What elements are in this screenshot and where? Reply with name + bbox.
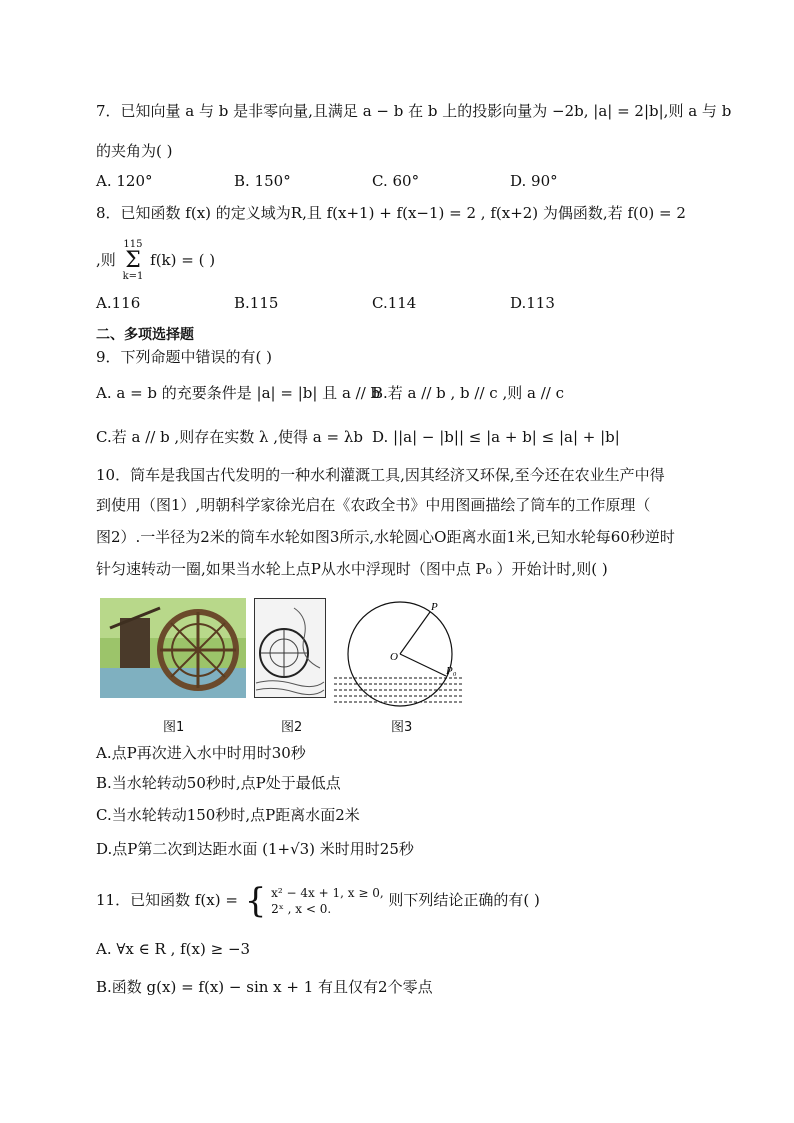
sum-lower-limit: k=1 [122,271,144,282]
q9-option-b[interactable]: B.若 a // b , b // c ,则 a // c [372,384,564,402]
q8-option-a[interactable]: A.116 [96,294,141,312]
q9-option-d[interactable]: D. ||a| − |b|| ≤ |a + b| ≤ |a| + |b| [372,428,620,446]
q11-option-b[interactable]: B.函数 g(x) = f(x) − sin x + 1 有且仅有2个零点 [96,978,433,996]
q8-stem-line2 [96,240,698,282]
q8-stem-pre: ,则 [96,251,116,269]
figure1-caption: 图1 [163,720,185,735]
q7-stem-line1: 7．已知向量 a 与 b 是非零向量,且满足 a − b 在 b 上的投影向量为 −2b, |a| = 2|b|,则 a 与 b [96,102,732,120]
q10-line3: 图2）.一半径为2米的筒车水轮如图3所示,水轮圆心O距离水面1米,已知水轮每60秒逆时 [96,528,675,546]
piecewise-cases [271,885,384,917]
q7-stem-line2: 的夹角为( ) [96,142,173,160]
figure1-waterwheel-photo [100,598,246,698]
q8-option-d[interactable]: D.113 [510,294,555,312]
q11-stem [96,880,698,920]
figure2-waterwheel-drawing [254,598,326,698]
q11-stem-post: 则下列结论正确的有( ) [388,891,540,909]
section-title-multiple-choice: 二、多项选择题 [96,327,194,343]
q7-option-c[interactable]: C. 60° [372,172,420,190]
q10-option-d[interactable]: D.点P第二次到达距水面 (1+√3) 米时用时25秒 [96,840,414,858]
q10-line4: 针匀速转动一圈,如果当水轮上点P从水中浮现时（图中点 P₀ ）开始计时,则( ) [96,560,608,578]
figure3-caption: 图3 [391,720,413,735]
q9-stem: 9．下列命题中错误的有( ) [96,348,273,366]
label-p0: P₀ [446,665,457,677]
summation [123,240,144,282]
q7-option-d[interactable]: D. 90° [510,172,558,190]
q9-option-a[interactable]: A. a = b 的充要条件是 |a| = |b| 且 a // b [96,384,381,402]
q8-stem-line1: 8．已知函数 f(x) 的定义域为R,且 f(x+1) + f(x−1) = 2 , f(x+2) 为偶函数,若 f(0) = 2 [96,204,686,222]
sigma-symbol: Σ [125,248,141,273]
piecewise-case2: 2ˣ , x < 0. [271,902,332,916]
q8-stem-post: f(k) = ( ) [150,251,216,269]
q7-option-a[interactable]: A. 120° [96,172,153,190]
piecewise-case1: x² − 4x + 1, x ≥ 0, [271,886,384,900]
label-o: O [390,651,398,663]
q10-line1: 10．筒车是我国古代发明的一种水利灌溉工具,因其经济又环保,至今还在农业生产中得 [96,466,665,484]
q7-option-b[interactable]: B. 150° [234,172,291,190]
q10-line2: 到使用（图1）,明朝科学家徐光启在《农政全书》中用图画描绘了筒车的工作原理（ [96,496,651,514]
q11-option-a[interactable]: A. ∀x ∈ R , f(x) ≥ −3 [96,940,251,958]
q10-option-c[interactable]: C.当水轮转动150秒时,点P距离水面2米 [96,806,360,824]
figure3-circle-diagram [334,598,464,708]
q10-option-a[interactable]: A.点P再次进入水中时用时30秒 [96,744,306,762]
q10-option-b[interactable]: B.当水轮转动50秒时,点P处于最低点 [96,774,341,792]
label-p: P [431,601,438,613]
sum-upper-limit: 115 [123,239,143,250]
q8-option-b[interactable]: B.115 [234,294,279,312]
q8-option-c[interactable]: C.114 [372,294,417,312]
q11-stem-pre: 11．已知函数 f(x) = [96,891,238,909]
q9-option-c[interactable]: C.若 a // b ,则存在实数 λ ,使得 a = λb [96,428,363,446]
piecewise-brace: { [244,881,267,921]
figure2-caption: 图2 [281,720,303,735]
